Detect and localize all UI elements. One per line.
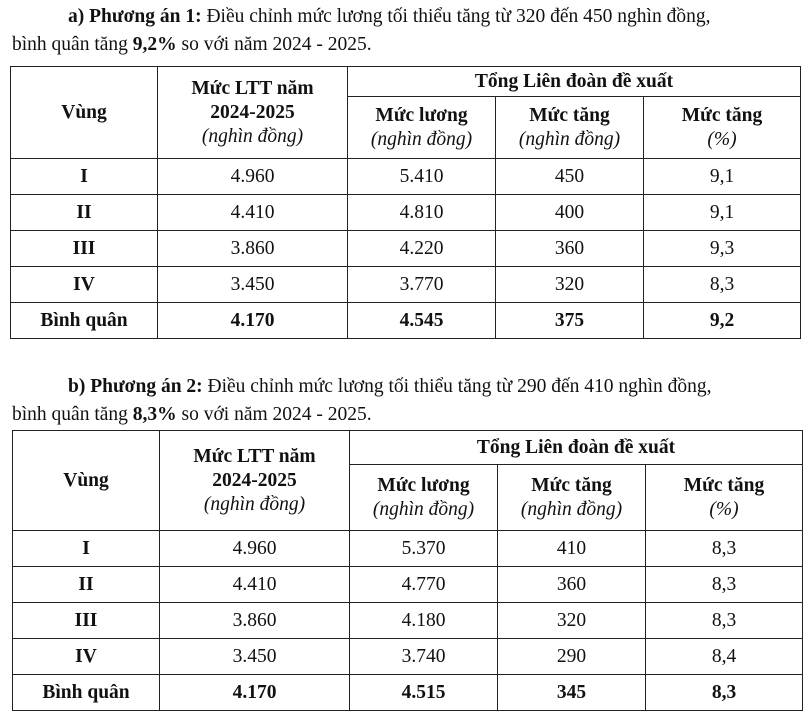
header-muc-tang-label: Mức tăng: [529, 104, 610, 126]
cell-total-ltt: 4.170: [158, 303, 348, 339]
section-a-intro-line-1: [68, 4, 710, 30]
cell-vung: III: [13, 603, 160, 639]
header-ltt-unit: (nghìn đồng): [201, 125, 304, 147]
header-muc-tang: [498, 465, 646, 531]
header-muc-luong-unit: (nghìn đồng): [372, 498, 475, 520]
cell-ltt: 3.860: [160, 603, 350, 639]
cell-total-muc-tang: 345: [498, 675, 646, 711]
table-row: [11, 231, 801, 267]
header-ltt: [158, 67, 348, 159]
header-muc-tang-pct-label: Mức tăng: [681, 104, 763, 126]
cell-vung: IV: [13, 639, 160, 675]
header-ltt-line-2: 2024-2025: [212, 469, 297, 491]
header-ltt-line-2: 2024-2025: [210, 101, 295, 123]
cell-muc-luong: 4.770: [350, 567, 498, 603]
header-muc-tang-pct-unit: (%): [707, 128, 737, 150]
cell-vung: IV: [11, 267, 158, 303]
cell-muc-tang-pct: 8,3: [646, 603, 803, 639]
cell-muc-tang: 410: [498, 531, 646, 567]
cell-muc-luong: 4.220: [348, 231, 496, 267]
cell-ltt: 4.960: [160, 531, 350, 567]
cell-muc-tang: 320: [498, 603, 646, 639]
table-row: [11, 267, 801, 303]
cell-total-muc-tang-pct: 8,3: [646, 675, 803, 711]
cell-muc-tang: 360: [498, 567, 646, 603]
cell-muc-luong: 3.740: [350, 639, 498, 675]
cell-vung: II: [13, 567, 160, 603]
header-muc-luong: [350, 465, 498, 531]
table-b: [12, 430, 803, 711]
cell-muc-tang-pct: 9,1: [644, 159, 801, 195]
section-a-intro-line-2: [12, 32, 372, 58]
cell-muc-luong: 4.180: [350, 603, 498, 639]
cell-ltt: 3.450: [158, 267, 348, 303]
header-muc-tang-pct-label: Mức tăng: [683, 474, 765, 496]
cell-ltt: 4.960: [158, 159, 348, 195]
section-b-label: b) Phương án 2:: [68, 376, 203, 397]
cell-total-muc-tang-pct: 9,2: [644, 303, 801, 339]
section-a-label: a) Phương án 1:: [68, 6, 202, 27]
total-row: [11, 303, 801, 339]
cell-muc-tang-pct: 8,3: [646, 567, 803, 603]
header-group: Tổng Liên đoàn đề xuất: [350, 431, 803, 465]
header-muc-luong-label: Mức lương: [377, 474, 470, 496]
table-row: [13, 603, 803, 639]
cell-vung: I: [11, 159, 158, 195]
cell-muc-luong: 4.810: [348, 195, 496, 231]
header-muc-tang-pct: [644, 97, 801, 159]
cell-total-muc-tang: 375: [496, 303, 644, 339]
cell-total-ltt: 4.170: [160, 675, 350, 711]
header-muc-tang-pct-unit: (%): [709, 498, 739, 520]
table-row: [13, 531, 803, 567]
cell-vung: I: [13, 531, 160, 567]
header-muc-tang-unit: (nghìn đồng): [520, 498, 623, 520]
section-b-intro-pre: bình quân tăng: [12, 404, 133, 425]
cell-muc-tang-pct: 9,1: [644, 195, 801, 231]
header-ltt: [160, 431, 350, 531]
total-row: [13, 675, 803, 711]
cell-ltt: 3.450: [160, 639, 350, 675]
cell-muc-tang-pct: 8,3: [644, 267, 801, 303]
section-b-intro-line-2: [12, 402, 372, 428]
header-vung: Vùng: [13, 431, 160, 531]
header-muc-tang: [496, 97, 644, 159]
cell-muc-tang: 320: [496, 267, 644, 303]
header-muc-tang-unit: (nghìn đồng): [518, 128, 621, 150]
cell-muc-luong: 5.370: [350, 531, 498, 567]
cell-ltt: 3.860: [158, 231, 348, 267]
cell-total-label: Bình quân: [11, 303, 158, 339]
section-a-intro-pre: bình quân tăng: [12, 34, 133, 55]
header-ltt-line-1: Mức LTT năm: [193, 445, 316, 467]
cell-ltt: 4.410: [160, 567, 350, 603]
header-group: Tổng Liên đoàn đề xuất: [348, 67, 801, 97]
cell-vung: III: [11, 231, 158, 267]
cell-muc-tang: 360: [496, 231, 644, 267]
cell-muc-luong: 3.770: [348, 267, 496, 303]
header-muc-luong: [348, 97, 496, 159]
cell-muc-tang: 400: [496, 195, 644, 231]
header-vung: Vùng: [11, 67, 158, 159]
section-b-intro-text: Điều chỉnh mức lương tối thiểu tăng từ 290 đến 410 nghìn đồng,: [202, 376, 712, 397]
cell-vung: II: [11, 195, 158, 231]
table-a: [10, 66, 801, 339]
section-a-intro-post: so với năm 2024 - 2025.: [176, 34, 372, 55]
cell-muc-tang-pct: 8,4: [646, 639, 803, 675]
cell-total-muc-luong: 4.515: [350, 675, 498, 711]
section-b-intro-post: so với năm 2024 - 2025.: [176, 404, 372, 425]
cell-muc-tang-pct: 9,3: [644, 231, 801, 267]
table-row: [13, 639, 803, 675]
table-row: [11, 195, 801, 231]
header-ltt-unit: (nghìn đồng): [203, 493, 306, 515]
section-a-intro-text: Điều chỉnh mức lương tối thiểu tăng từ 320 đến 450 nghìn đồng,: [201, 6, 711, 27]
header-muc-tang-pct: [646, 465, 803, 531]
header-muc-tang-label: Mức tăng: [531, 474, 612, 496]
table-row: [11, 159, 801, 195]
section-b-intro-line-1: [68, 374, 712, 400]
table-row: [13, 567, 803, 603]
cell-total-label: Bình quân: [13, 675, 160, 711]
cell-muc-tang: 450: [496, 159, 644, 195]
cell-muc-tang-pct: 8,3: [646, 531, 803, 567]
cell-muc-luong: 5.410: [348, 159, 496, 195]
header-ltt-line-1: Mức LTT năm: [191, 77, 314, 99]
cell-ltt: 4.410: [158, 195, 348, 231]
header-muc-luong-unit: (nghìn đồng): [370, 128, 473, 150]
cell-muc-tang: 290: [498, 639, 646, 675]
section-b-avg-percent: 8,3%: [132, 404, 177, 425]
section-a-avg-percent: 9,2%: [132, 34, 177, 55]
header-muc-luong-label: Mức lương: [375, 104, 468, 126]
cell-total-muc-luong: 4.545: [348, 303, 496, 339]
